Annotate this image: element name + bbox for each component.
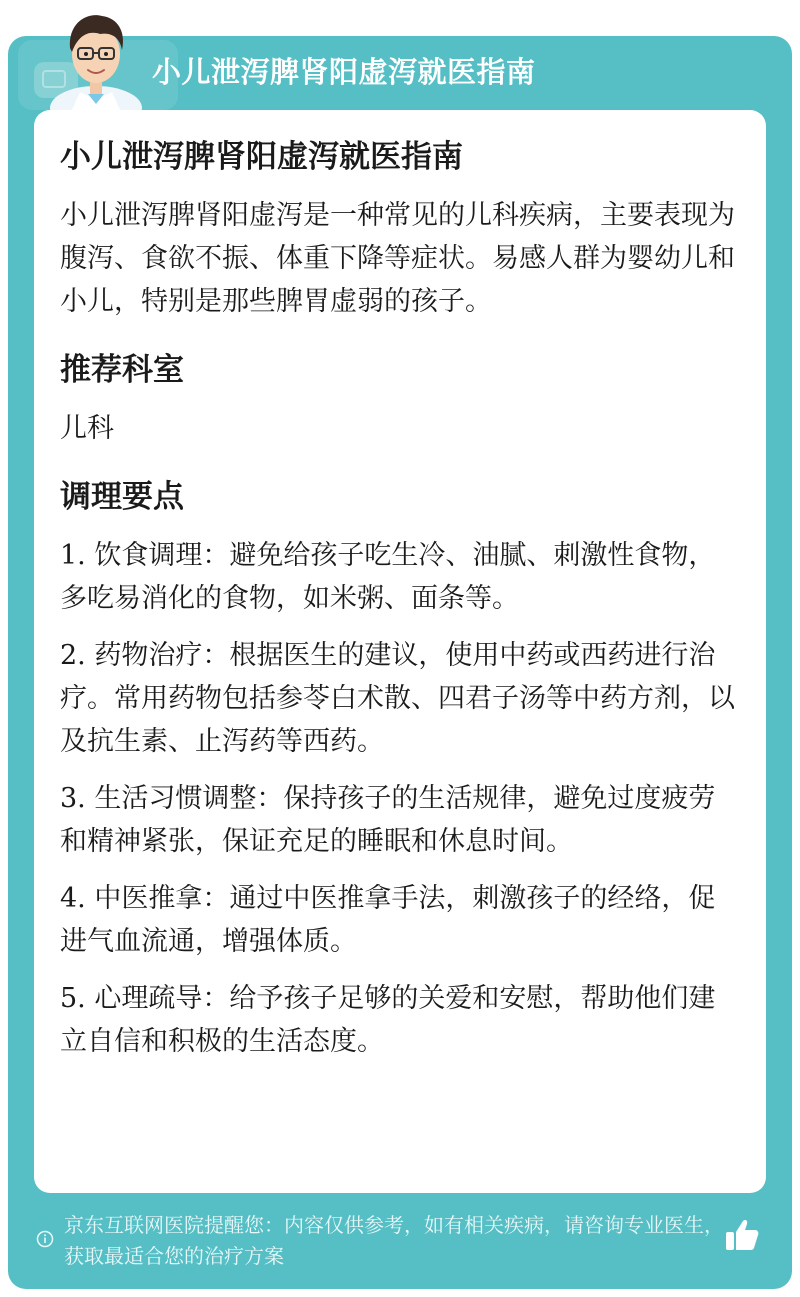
care-item-number: 2. xyxy=(60,640,86,671)
dept-heading: 推荐科室 xyxy=(60,352,184,388)
care-item-text: 生活习惯调整：保持孩子的生活规律，避免过度疲劳和精神紧张，保证充足的睡眠和休息时间。 xyxy=(60,783,716,857)
care-item xyxy=(60,777,740,863)
care-heading: 调理要点 xyxy=(60,479,184,515)
care-item-text: 中医推拿：通过中医推拿手法，刺激孩子的经络，促进气血流通，增强体质。 xyxy=(60,883,716,957)
care-item xyxy=(60,634,740,763)
care-item xyxy=(60,977,740,1063)
care-item-number: 5. xyxy=(60,983,86,1014)
care-item xyxy=(60,877,740,963)
thumbs-up-icon[interactable] xyxy=(724,1218,760,1252)
care-item-text: 心理疏导：给予孩子足够的关爱和安慰，帮助他们建立自信和积极的生活态度。 xyxy=(60,983,716,1057)
care-item-number: 1. xyxy=(60,540,86,571)
article-intro: 小儿泄泻脾肾阳虚泻是一种常见的儿科疾病，主要表现为腹泻、食欲不振、体重下降等症状。易感人群为婴幼儿和小儿，特别是那些脾胃虚弱的孩子。 xyxy=(60,200,735,317)
banner-title: 小儿泄泻脾肾阳虚泻就医指南 xyxy=(152,55,536,89)
article-card xyxy=(34,110,766,1193)
care-item-number: 3. xyxy=(60,783,86,814)
article-title: 小儿泄泻脾肾阳虚泻就医指南 xyxy=(60,139,463,175)
care-item-text: 药物治疗：根据医生的建议，使用中药或西药进行治疗。常用药物包括参苓白术散、四君子汤等中药方剂，以及抗生素、止泻药等西药。 xyxy=(60,640,735,757)
care-item-text: 饮食调理：避免给孩子吃生冷、油腻、刺激性食物，多吃易消化的食物，如米粥、面条等。 xyxy=(60,540,716,614)
doctor-avatar-icon xyxy=(40,4,152,114)
info-icon xyxy=(36,1230,54,1248)
article-content xyxy=(60,134,740,1077)
disclaimer-text: 京东互联网医院提醒您：内容仅供参考，如有相关疾病，请咨询专业医生，获取最适合您的治疗方案 xyxy=(64,1213,724,1268)
care-item xyxy=(60,534,740,620)
dept-value: 儿科 xyxy=(60,413,114,444)
care-item-number: 4. xyxy=(60,883,86,914)
